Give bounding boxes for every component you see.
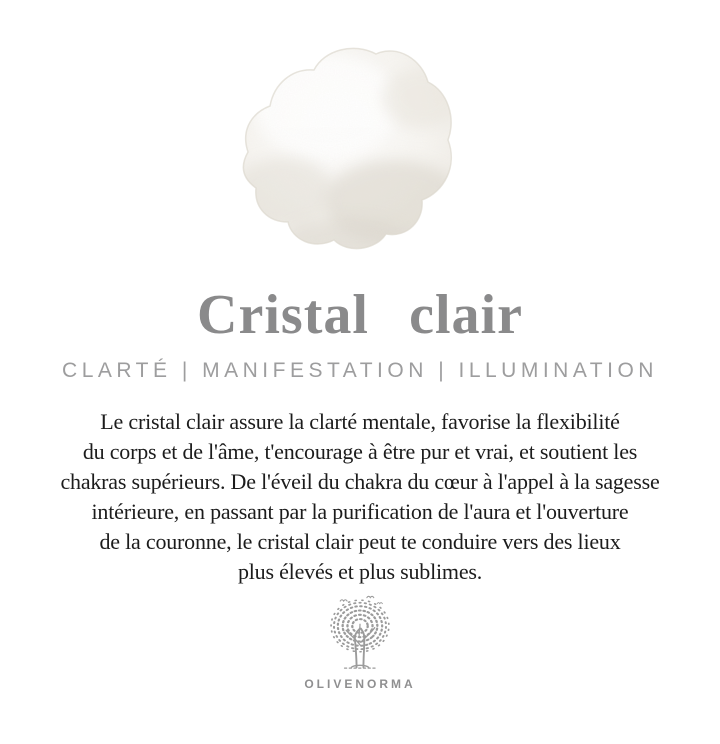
- product-subtitle: CLARTÉ | MANIFESTATION | ILLUMINATION: [62, 359, 658, 382]
- olive-tree-icon: [317, 595, 403, 669]
- description-line: plus élevés et plus sublimes.: [237, 559, 483, 584]
- description-line: Le cristal clair assure la clarté mentale, favorise la flexibilité: [100, 409, 620, 434]
- product-description: [0, 407, 720, 587]
- description-line: du corps et de l'âme, t'encourage à être pur et vrai, et soutient les: [82, 439, 638, 464]
- brand-logo: [0, 595, 720, 691]
- clear-quartz-stone-icon: [226, 24, 466, 252]
- description-line: intérieure, en passant par la purification de l'aura et l'ouverture: [91, 499, 629, 524]
- product-info-card: [0, 24, 720, 744]
- description-line: chakras supérieurs. De l'éveil du chakra du cœur à l'appel à la sagesse: [60, 469, 660, 494]
- page-title: Cristal clair: [197, 284, 523, 346]
- crystal-image: [226, 24, 466, 252]
- description-line: de la couronne, le cristal clair peut te conduire vers des lieux: [99, 529, 621, 554]
- brand-name: OLIVENORMA: [304, 677, 416, 691]
